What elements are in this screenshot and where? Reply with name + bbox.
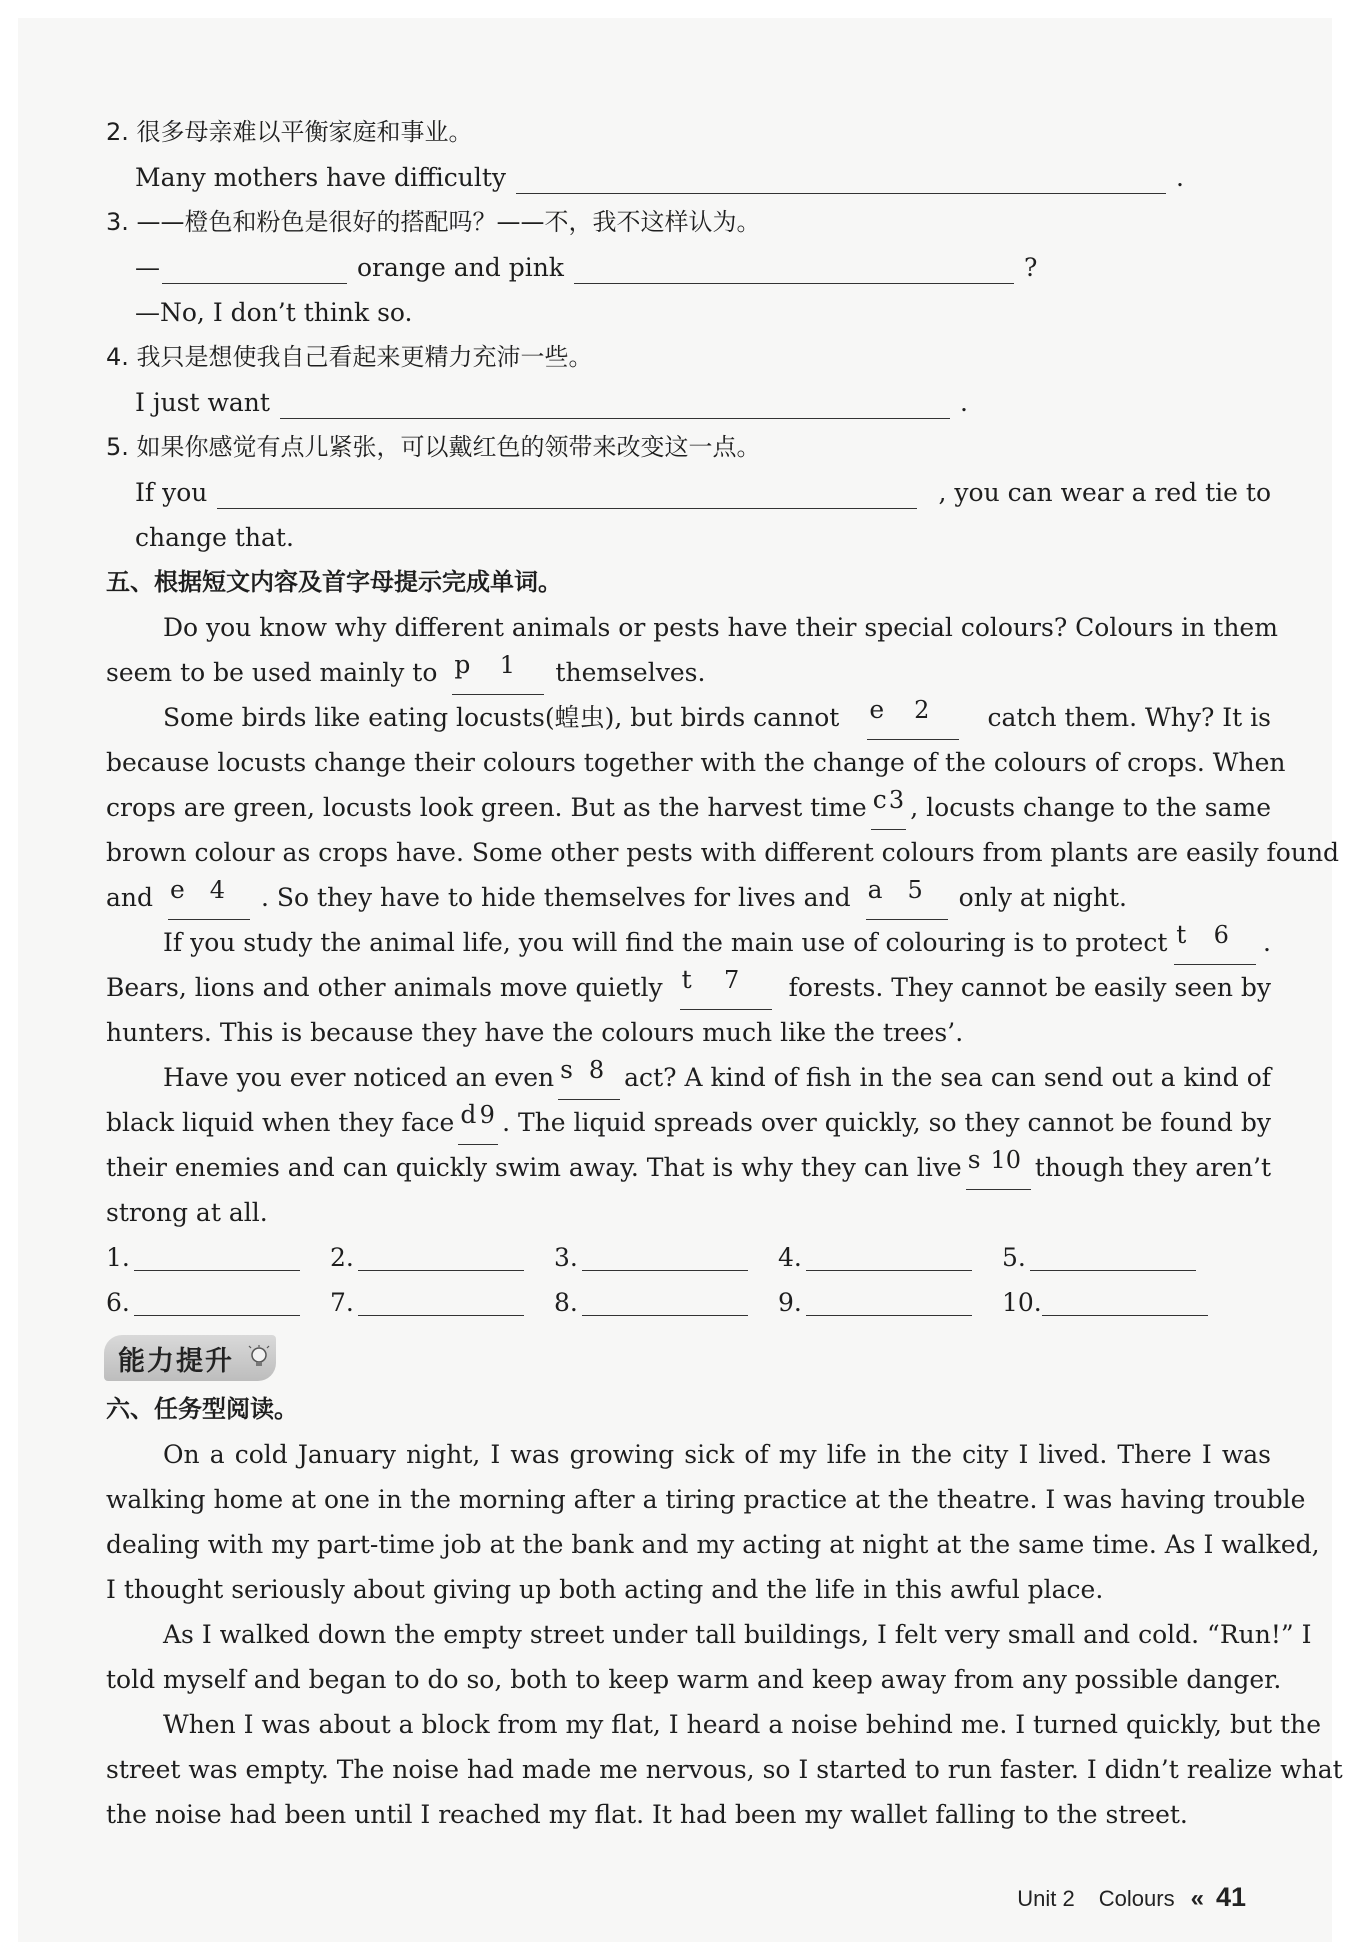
passage-line bbox=[106, 875, 1271, 920]
answer-slot bbox=[1002, 1235, 1226, 1280]
passage-text: their enemies and can quickly swim away. That is why they can live bbox=[106, 1153, 962, 1182]
answer-label: 9. bbox=[778, 1288, 802, 1317]
section5-passage bbox=[106, 605, 1340, 1235]
fill-in-blank-7[interactable] bbox=[680, 965, 772, 1010]
q2-period: . bbox=[1176, 163, 1184, 192]
section6-heading: 六、任务型阅读。 bbox=[106, 1395, 298, 1423]
initial-letter: a bbox=[867, 875, 883, 904]
passage-text: and bbox=[106, 883, 154, 912]
answer-slot bbox=[554, 1280, 778, 1325]
ability-badge bbox=[104, 1335, 276, 1381]
blank-number: 5 bbox=[907, 876, 923, 904]
passage-text: Do you know why different animals or pests have their special colours? Colours in them bbox=[163, 613, 1278, 642]
q4-period: . bbox=[959, 388, 968, 417]
q5-english-cont: change that. bbox=[135, 523, 294, 552]
q4-answer-blank[interactable] bbox=[280, 390, 950, 419]
fill-in-blank-5[interactable] bbox=[866, 875, 948, 920]
passage-line bbox=[106, 1657, 1282, 1702]
passage-text: . bbox=[1263, 928, 1271, 957]
passage-text: only at night. bbox=[958, 883, 1127, 912]
section5-heading: 五、根据短文内容及首字母提示完成单词。 bbox=[106, 568, 562, 596]
blank-number: 1 bbox=[499, 651, 516, 679]
answer-slot bbox=[106, 1235, 330, 1280]
passage-line bbox=[106, 785, 1271, 830]
passage-line bbox=[106, 1055, 1271, 1100]
blank-number: 8 bbox=[588, 1056, 605, 1084]
answer-slot bbox=[106, 1280, 330, 1325]
q3-reply: —No, I don’t think so. bbox=[135, 298, 413, 327]
initial-letter: t bbox=[1176, 920, 1187, 949]
q5-chinese: 5. 如果你感觉有点儿紧张，可以戴红色的领带来改变这一点。 bbox=[106, 433, 761, 461]
answer-slot bbox=[554, 1235, 778, 1280]
fill-in-blank-8[interactable] bbox=[558, 1055, 620, 1100]
initial-letter: c bbox=[872, 785, 887, 814]
answer-blank[interactable] bbox=[134, 1244, 300, 1271]
passage-line bbox=[106, 965, 1271, 1010]
passage-text: forests. They cannot be easily seen by bbox=[788, 973, 1271, 1002]
q5-answer-blank[interactable] bbox=[217, 480, 917, 509]
answer-blank[interactable] bbox=[806, 1244, 972, 1271]
q2-chinese: 2. 很多母亲难以平衡家庭和事业。 bbox=[106, 118, 473, 146]
q2-prompt: Many mothers have difficulty bbox=[135, 163, 506, 192]
passage-text: As I walked down the empty street under tall buildings, I felt very small and cold. “Run!” I bbox=[163, 1620, 1312, 1649]
answer-slot bbox=[330, 1235, 554, 1280]
answer-label: 7. bbox=[330, 1288, 354, 1317]
q2-answer-blank[interactable] bbox=[516, 165, 1166, 194]
passage-text: Bears, lions and other animals move quietly bbox=[106, 973, 663, 1002]
passage-text: told myself and began to do so, both to keep warm and keep away from any possible danger. bbox=[106, 1665, 1282, 1694]
section6-passage bbox=[106, 1432, 1343, 1837]
answer-slot bbox=[1002, 1280, 1226, 1325]
passage-text: brown colour as crops have. Some other pests with different colours from plants are easily found bbox=[106, 838, 1340, 867]
answer-label: 8. bbox=[554, 1288, 578, 1317]
passage-line bbox=[106, 1747, 1343, 1792]
page-footer bbox=[1017, 1882, 1246, 1913]
footer-title: Colours bbox=[1098, 1886, 1175, 1911]
answer-blank[interactable] bbox=[134, 1289, 300, 1316]
passage-line bbox=[106, 1612, 1312, 1657]
blank-number: 7 bbox=[723, 966, 740, 994]
answer-label: 10. bbox=[1002, 1288, 1042, 1317]
q5-prompt: If you bbox=[135, 478, 208, 507]
passage-line bbox=[106, 830, 1340, 875]
fill-in-blank-1[interactable] bbox=[452, 650, 544, 695]
passage-text: though they aren’t bbox=[1034, 1153, 1271, 1182]
passage-text: crops are green, locusts look green. But as the harvest time bbox=[106, 793, 867, 822]
passage-text: because locusts change their colours together with the change of the colours of crops. When bbox=[106, 748, 1286, 777]
passage-text: I thought seriously about giving up both acting and the life in this awful place. bbox=[106, 1575, 1104, 1604]
initial-letter: d bbox=[460, 1100, 477, 1129]
fill-in-blank-4[interactable] bbox=[168, 875, 250, 920]
answer-slot bbox=[330, 1280, 554, 1325]
fill-in-blank-6[interactable] bbox=[1174, 920, 1256, 965]
chevron-left-icon: « bbox=[1190, 1885, 1204, 1912]
blank-number: 4 bbox=[209, 876, 226, 904]
passage-line bbox=[106, 1567, 1271, 1612]
passage-line bbox=[106, 1792, 1271, 1837]
passage-text: Some birds like eating locusts(蝗虫), but birds cannot bbox=[163, 703, 840, 732]
initial-letter: s bbox=[967, 1145, 981, 1174]
q3-chinese: 3. ——橙色和粉色是很好的搭配吗？——不，我不这样认为。 bbox=[106, 208, 761, 236]
q3-blank-2[interactable] bbox=[574, 255, 1014, 284]
q3-question-mark: ? bbox=[1023, 253, 1038, 282]
initial-letter: t bbox=[681, 965, 692, 994]
q4-chinese: 4. 我只是想使我自己看起来更精力充沛一些。 bbox=[106, 343, 593, 371]
passage-text: , locusts change to the same bbox=[910, 793, 1271, 822]
passage-line bbox=[106, 1190, 1271, 1235]
answer-blank[interactable] bbox=[806, 1289, 972, 1316]
page-content bbox=[106, 110, 1343, 1837]
passage-text: the noise had been until I reached my flat. It had been my wallet falling to the street. bbox=[106, 1800, 1188, 1829]
answer-blank[interactable] bbox=[358, 1244, 524, 1271]
passage-text: dealing with my part-time job at the bank and my acting at night at the same time. As I walked, bbox=[106, 1530, 1320, 1559]
passage-text: seem to be used mainly to bbox=[106, 658, 438, 687]
passage-text: themselves. bbox=[555, 658, 706, 687]
passage-text: If you study the animal life, you will find the main use of colouring is to protect bbox=[163, 928, 1168, 957]
answer-label: 3. bbox=[554, 1243, 578, 1272]
passage-line bbox=[106, 740, 1286, 785]
passage-text: strong at all. bbox=[106, 1198, 268, 1227]
footer-unit: Unit 2 bbox=[1017, 1886, 1075, 1911]
answer-blank[interactable] bbox=[1042, 1289, 1208, 1316]
q3-blank-1[interactable] bbox=[162, 255, 347, 284]
passage-line bbox=[106, 920, 1271, 965]
q3-middle-text: orange and pink bbox=[357, 253, 564, 282]
initial-letter: e bbox=[869, 695, 885, 724]
passage-line bbox=[106, 1522, 1320, 1567]
q5-continuation: , you can wear a red tie to bbox=[938, 478, 1271, 507]
q4-english bbox=[106, 380, 1271, 425]
answer-row-1 bbox=[106, 1235, 1271, 1280]
q5-english bbox=[106, 470, 1271, 515]
page-number: 41 bbox=[1215, 1882, 1246, 1912]
answer-blank[interactable] bbox=[1030, 1244, 1196, 1271]
passage-line bbox=[106, 1100, 1271, 1145]
passage-text: On a cold January night, I was growing sick of my life in the city I lived. There I was bbox=[163, 1440, 1271, 1469]
workbook-page bbox=[18, 18, 1343, 1942]
fill-in-blank-3[interactable] bbox=[871, 785, 907, 830]
passage-line bbox=[106, 1010, 1271, 1055]
blank-number: 3 bbox=[888, 786, 905, 814]
passage-line bbox=[106, 605, 1278, 650]
passage-text: . The liquid spreads over quickly, so they cannot be found by bbox=[502, 1108, 1271, 1137]
passage-text: hunters. This is because they have the colours much like the trees’. bbox=[106, 1018, 964, 1047]
initial-letter: s bbox=[560, 1055, 573, 1084]
passage-text: street was empty. The noise had made me nervous, so I started to run faster. I didn’t realize what bbox=[106, 1755, 1343, 1784]
passage-line bbox=[106, 1702, 1321, 1747]
passage-text: black liquid when they face bbox=[106, 1108, 455, 1137]
ability-badge-label: 能力提升 bbox=[118, 1345, 234, 1377]
fill-in-blank-2[interactable] bbox=[867, 695, 959, 740]
passage-text: catch them. Why? It is bbox=[987, 703, 1271, 732]
initial-letter: p bbox=[454, 650, 471, 679]
answer-label: 5. bbox=[1002, 1243, 1026, 1272]
fill-in-blank-9[interactable] bbox=[458, 1100, 498, 1145]
passage-text: . So they have to hide themselves for lives and bbox=[261, 883, 851, 912]
lightbulb-icon bbox=[248, 1345, 270, 1371]
answer-blank[interactable] bbox=[582, 1289, 748, 1316]
answer-row-2 bbox=[106, 1280, 1271, 1325]
initial-letter: e bbox=[170, 875, 185, 904]
q3-dash: — bbox=[135, 253, 160, 282]
q4-prompt: I just want bbox=[135, 388, 270, 417]
blank-number: 10 bbox=[990, 1146, 1021, 1174]
answer-blank[interactable] bbox=[358, 1289, 524, 1316]
passage-line bbox=[106, 650, 1271, 695]
passage-line bbox=[106, 1145, 1271, 1190]
answer-label: 6. bbox=[106, 1288, 130, 1317]
passage-line bbox=[106, 1477, 1306, 1522]
passage-line bbox=[106, 1432, 1271, 1477]
q3-english bbox=[106, 245, 1271, 290]
passage-text: walking home at one in the morning after a tiring practice at the theatre. I was having trouble bbox=[106, 1485, 1306, 1514]
answer-blank[interactable] bbox=[582, 1244, 748, 1271]
answer-label: 4. bbox=[778, 1243, 802, 1272]
answer-label: 1. bbox=[106, 1243, 130, 1272]
passage-text: act? A kind of fish in the sea can send out a kind of bbox=[624, 1063, 1271, 1092]
blank-number: 6 bbox=[1213, 921, 1229, 949]
blank-number: 2 bbox=[914, 696, 930, 724]
fill-in-blank-10[interactable] bbox=[966, 1145, 1031, 1190]
answer-label: 2. bbox=[330, 1243, 354, 1272]
q2-english bbox=[106, 155, 1271, 200]
passage-line bbox=[106, 695, 1271, 740]
blank-number: 9 bbox=[479, 1101, 495, 1129]
answer-slot bbox=[778, 1280, 1002, 1325]
passage-text: Have you ever noticed an even bbox=[163, 1063, 555, 1092]
passage-text: When I was about a block from my flat, I heard a noise behind me. I turned quickly, but the bbox=[163, 1710, 1321, 1739]
answer-slot bbox=[778, 1235, 1002, 1280]
